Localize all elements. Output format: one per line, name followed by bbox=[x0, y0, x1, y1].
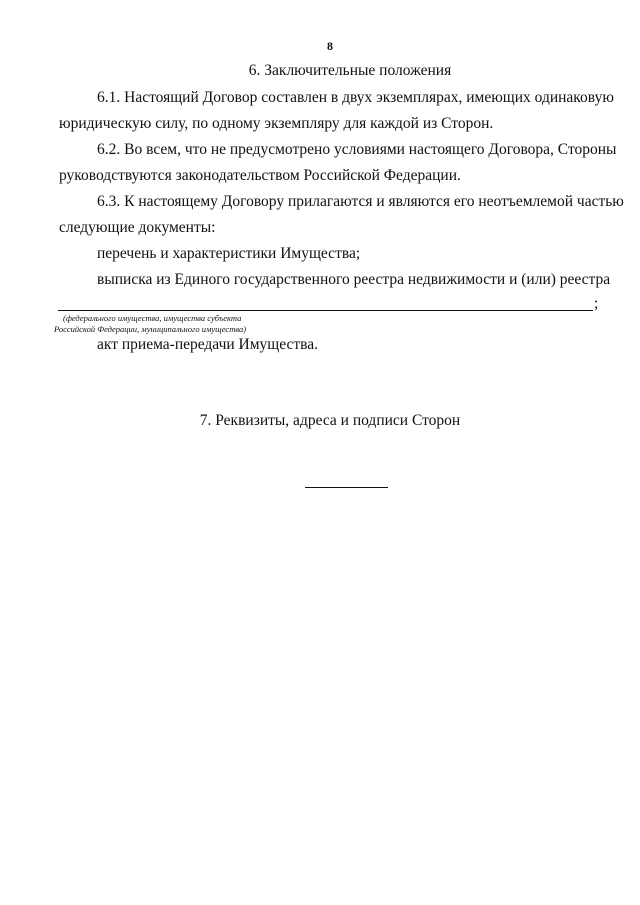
blank-line-note-line-2: Российской Федерации, муниципального имущества) bbox=[54, 324, 247, 334]
clause-6-1-line-1: 6.1. Настоящий Договор составлен в двух экземплярах, имеющих одинаковую bbox=[97, 89, 614, 106]
attachment-item-registry-extract: выписка из Единого государственного реестра недвижимости и (или) реестра bbox=[97, 271, 611, 288]
page-number: 8 bbox=[327, 39, 333, 53]
clause-6-2-line-1: 6.2. Во всем, что не предусмотрено условиями настоящего Договора, Стороны bbox=[97, 141, 617, 158]
section-7-heading: 7. Реквизиты, адреса и подписи Сторон bbox=[199, 412, 461, 429]
section-separator-line bbox=[305, 487, 388, 488]
fill-in-blank-line bbox=[58, 310, 593, 311]
clause-6-1-line-2: юридическую силу, по одному экземпляру для каждой из Сторон. bbox=[59, 115, 494, 132]
attachment-item-property-list: перечень и характеристики Имущества; bbox=[97, 245, 361, 262]
section-6-heading: 6. Заключительные положения bbox=[248, 62, 452, 79]
attachment-item-transfer-act: акт приема-передачи Имущества. bbox=[97, 336, 319, 353]
blank-line-semicolon: ; bbox=[594, 295, 599, 312]
blank-line-note-line-1: (федерального имущества, имущества субъекта bbox=[63, 313, 242, 323]
clause-6-3-line-1: 6.3. К настоящему Договору прилагаются и являются его неотъемлемой частью bbox=[97, 193, 624, 210]
clause-6-3-line-2: следующие документы: bbox=[59, 219, 216, 236]
clause-6-2-line-2: руководствуются законодательством Российской Федерации. bbox=[59, 167, 461, 184]
